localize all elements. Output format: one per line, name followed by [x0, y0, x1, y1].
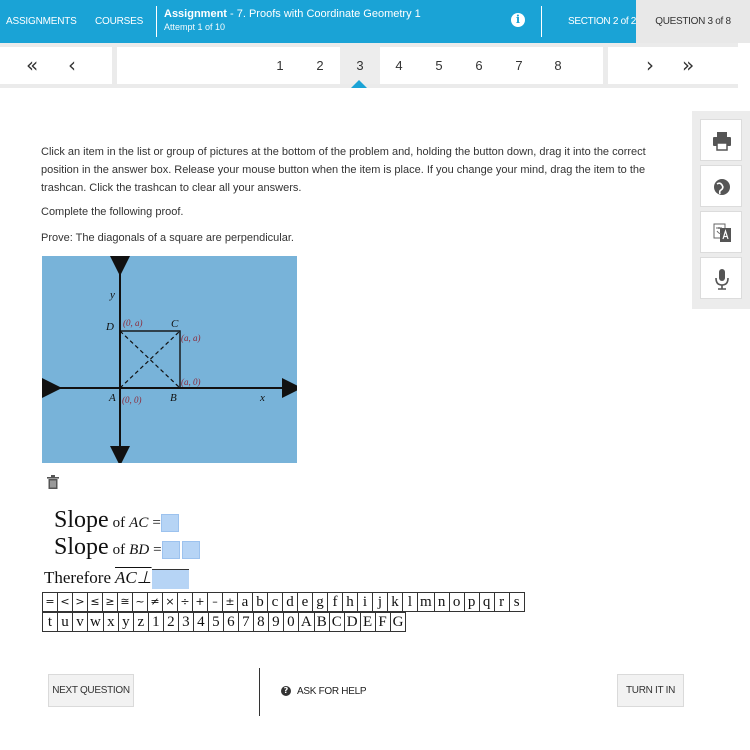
palette-tile[interactable]: s	[509, 592, 525, 612]
palette-tile[interactable]: =	[42, 592, 58, 612]
palette-tile[interactable]: y	[118, 612, 134, 632]
palette-tile[interactable]: u	[57, 612, 73, 632]
globe-icon	[701, 166, 743, 208]
palette-tile[interactable]: n	[434, 592, 450, 612]
nav-right-group	[608, 47, 738, 84]
vertex-b-label: B	[170, 392, 177, 404]
next-question-button[interactable]: NEXT QUESTION	[48, 674, 134, 707]
palette-tile[interactable]: 8	[253, 612, 269, 632]
vertex-d-label: D	[106, 321, 114, 333]
palette-tile[interactable]: f	[327, 592, 343, 612]
slope-ac-line	[54, 507, 179, 534]
instructions-text: Click an item in the list or group of pictures at the bottom of the problem and, holding the button down, drag it into the correct position in the answer box. Release your mouse button when the item is place. If you change your mind, drag the item to the trashcan. Click the trashcan to clear all your answers.	[41, 146, 646, 194]
palette-tile[interactable]: w	[87, 612, 104, 632]
palette-tile[interactable]: l	[402, 592, 418, 612]
palette-tile[interactable]: x	[103, 612, 119, 632]
tool-sidebar	[692, 111, 750, 309]
palette-tile[interactable]: E	[360, 612, 376, 632]
question-numbers	[117, 47, 603, 84]
attempt-counter: Attempt 1 of 10	[164, 22, 226, 32]
palette-tile[interactable]: C	[329, 612, 345, 632]
palette-tile[interactable]: 1	[148, 612, 164, 632]
question-number[interactable]: 7	[515, 58, 523, 73]
question-number[interactable]: 8	[554, 58, 562, 73]
palette-tile[interactable]: h	[342, 592, 358, 612]
language-button[interactable]	[700, 165, 742, 207]
palette-tile[interactable]: F	[375, 612, 391, 632]
palette-tile[interactable]: j	[372, 592, 388, 612]
palette-tile[interactable]: 5	[208, 612, 224, 632]
segment-bd: BD	[129, 542, 150, 558]
question-number-active[interactable]: 3	[340, 47, 380, 84]
prove-statement: Prove: The diagonals of a square are perpendicular.	[41, 232, 294, 244]
palette-tile[interactable]: –	[207, 592, 223, 612]
first-question-icon[interactable]: «	[26, 53, 39, 77]
palette-tile[interactable]: ~	[132, 592, 148, 612]
therefore-line	[44, 568, 189, 589]
palette-tile[interactable]: o	[449, 592, 465, 612]
palette-tile[interactable]: <	[57, 592, 73, 612]
symbol-palette	[42, 592, 524, 632]
assignment-name: - 7. Proofs with Coordinate Geometry 1	[226, 8, 421, 20]
palette-tile[interactable]: D	[344, 612, 361, 632]
palette-tile[interactable]: ≥	[102, 592, 118, 612]
palette-tile[interactable]: 6	[223, 612, 239, 632]
translate-button[interactable]	[700, 211, 742, 253]
square-diagram	[42, 256, 297, 463]
x-axis-label: x	[260, 392, 265, 404]
palette-tile[interactable]: 0	[283, 612, 299, 632]
courses-link[interactable]: COURSES	[95, 16, 144, 27]
palette-tile[interactable]: ±	[222, 592, 238, 612]
help-icon[interactable]: ?	[281, 686, 291, 696]
palette-tile[interactable]: 9	[268, 612, 284, 632]
palette-tile[interactable]: ≅	[117, 592, 133, 612]
palette-tile[interactable]: r	[494, 592, 510, 612]
palette-tile[interactable]: e	[297, 592, 313, 612]
question-number[interactable]: 5	[435, 58, 443, 73]
question-number[interactable]: 6	[475, 58, 483, 73]
palette-tile[interactable]: >	[72, 592, 88, 612]
palette-tile[interactable]: A	[298, 612, 315, 632]
nav-left-group	[0, 47, 112, 84]
c-coordinate-label: (a, a)	[181, 333, 201, 343]
palette-tile[interactable]: 7	[238, 612, 254, 632]
palette-tile[interactable]: i	[357, 592, 373, 612]
divider	[156, 6, 157, 37]
therefore-word: Therefore	[44, 568, 112, 587]
of-word: of	[112, 515, 126, 531]
d-coordinate-label: (0, a)	[123, 318, 143, 328]
palette-tile[interactable]: p	[464, 592, 480, 612]
question-nav	[0, 43, 738, 88]
of-word: of	[112, 542, 126, 558]
palette-row	[42, 592, 524, 612]
palette-tile[interactable]: 2	[163, 612, 179, 632]
vertex-c-label: C	[171, 318, 179, 330]
segment-ac: AC	[129, 515, 149, 531]
palette-tile[interactable]: G	[390, 612, 407, 632]
footer-divider	[259, 668, 260, 716]
palette-tile[interactable]: g	[312, 592, 328, 612]
answer-slot[interactable]	[182, 541, 200, 559]
palette-row	[42, 612, 524, 632]
assignments-link[interactable]: ASSIGNMENTS	[6, 16, 77, 27]
trash-icon[interactable]	[47, 475, 59, 489]
question-indicator[interactable]: QUESTION 3 of 8	[636, 0, 750, 43]
palette-tile[interactable]: c	[267, 592, 283, 612]
divider	[541, 6, 542, 37]
vertex-a-label: A	[109, 392, 116, 404]
palette-tile[interactable]: z	[133, 612, 149, 632]
complete-prompt: Complete the following proof.	[41, 206, 184, 218]
slope-word: Slope	[54, 507, 109, 533]
ac-perpendicular: AC⊥	[115, 568, 152, 587]
equals-sign: =	[152, 515, 161, 531]
answer-slot[interactable]	[161, 514, 179, 532]
y-axis-label: y	[110, 289, 115, 301]
palette-tile[interactable]: q	[479, 592, 495, 612]
palette-tile[interactable]: ×	[162, 592, 178, 612]
palette-tile[interactable]: m	[417, 592, 435, 612]
coordinate-figure	[42, 256, 297, 463]
printer-icon	[701, 120, 743, 162]
equals-sign: =	[153, 542, 162, 558]
palette-tile[interactable]: 3	[178, 612, 194, 632]
palette-tile[interactable]: B	[314, 612, 330, 632]
prev-question-icon[interactable]: ‹	[68, 53, 76, 77]
section-indicator[interactable]: SECTION 2 of 2	[568, 16, 637, 27]
assignment-title	[164, 8, 421, 20]
question-number[interactable]: 4	[395, 58, 403, 73]
palette-tile[interactable]: t	[42, 612, 58, 632]
slope-bd-line	[54, 534, 200, 561]
answer-slot[interactable]	[152, 569, 189, 589]
question-number[interactable]: 1	[276, 58, 284, 73]
answer-slot[interactable]	[162, 541, 180, 559]
palette-tile[interactable]: k	[387, 592, 403, 612]
translate-icon	[701, 212, 743, 254]
slope-word: Slope	[54, 534, 109, 560]
top-bar	[0, 0, 750, 43]
a-coordinate-label: (0, 0)	[122, 395, 142, 405]
palette-tile[interactable]: v	[72, 612, 88, 632]
palette-tile[interactable]: 4	[193, 612, 209, 632]
microphone-button[interactable]	[700, 257, 742, 299]
palette-tile[interactable]: a	[237, 592, 253, 612]
assignment-label: Assignment	[164, 8, 227, 20]
palette-tile[interactable]: ≤	[87, 592, 103, 612]
next-question-icon[interactable]: ›	[646, 53, 654, 77]
palette-tile[interactable]: ÷	[177, 592, 193, 612]
palette-tile[interactable]: +	[192, 592, 208, 612]
palette-tile[interactable]: d	[282, 592, 298, 612]
turn-it-in-button[interactable]: TURN IT IN	[617, 674, 684, 707]
microphone-icon	[701, 258, 743, 300]
b-coordinate-label: (a, 0)	[181, 377, 201, 387]
palette-tile[interactable]: b	[252, 592, 268, 612]
palette-tile[interactable]: ≠	[147, 592, 163, 612]
question-number[interactable]: 2	[316, 58, 324, 73]
print-button[interactable]	[700, 119, 742, 161]
info-icon[interactable]: i	[511, 13, 525, 27]
active-question-marker	[351, 80, 367, 88]
ask-for-help-link[interactable]: ASK FOR HELP	[297, 686, 367, 697]
last-question-icon[interactable]: »	[682, 53, 695, 77]
